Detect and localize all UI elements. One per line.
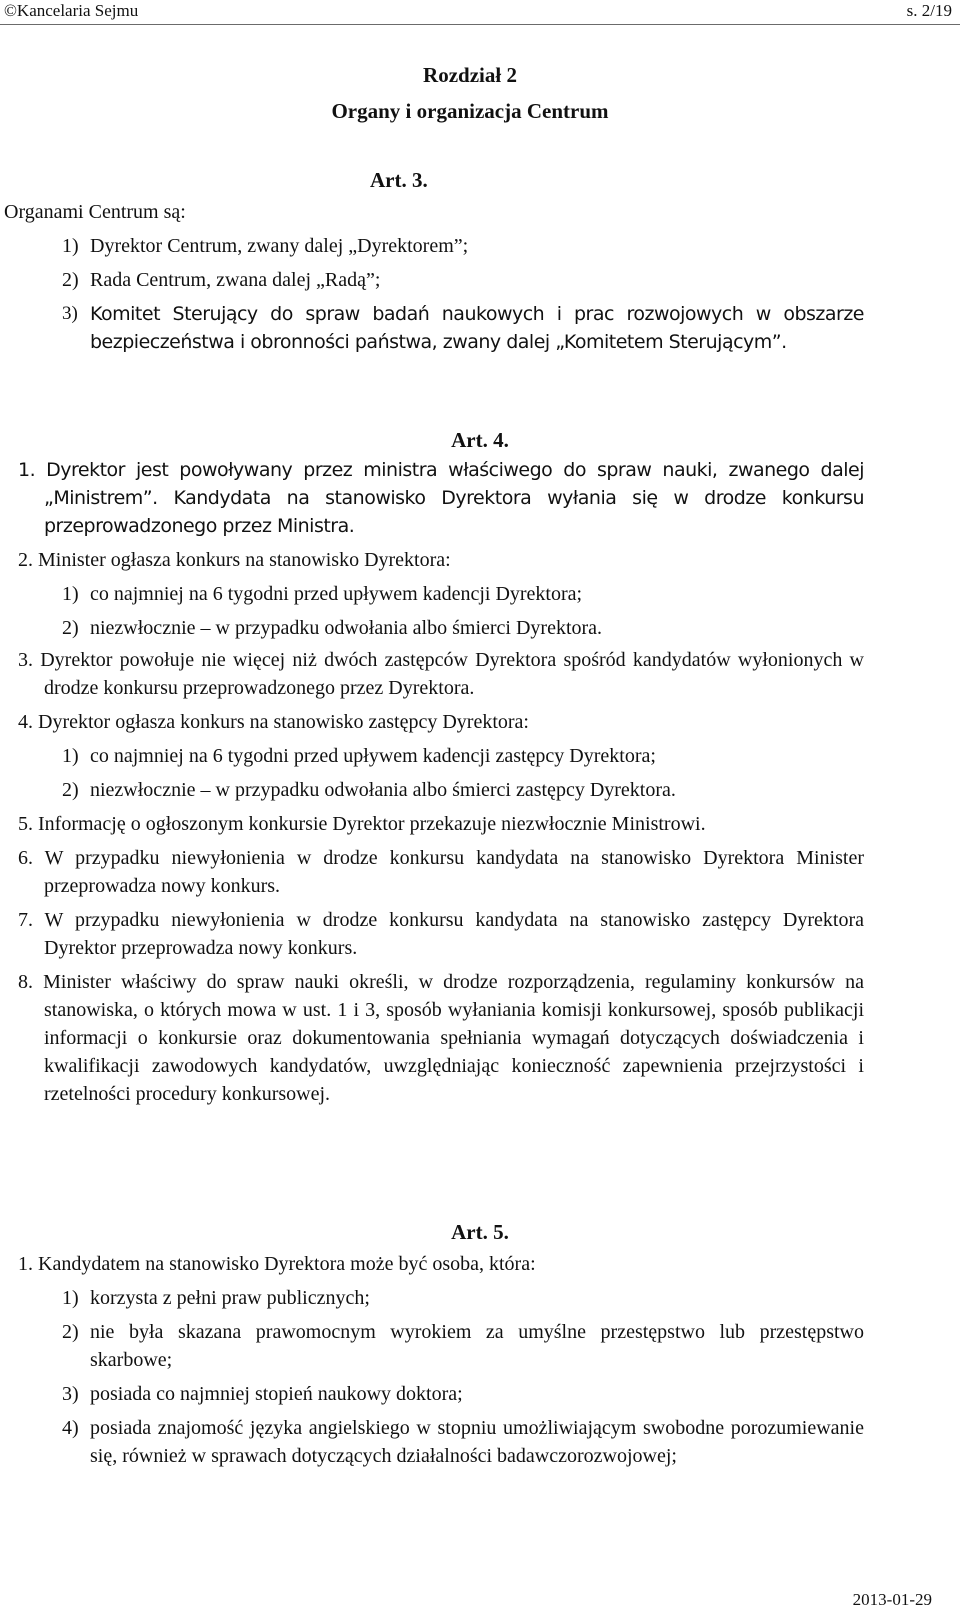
list-item-text: posiada co najmniej stopień naukowy doktora; — [90, 1383, 463, 1405]
list-item-number: 1) — [62, 745, 79, 767]
list-item-text: korzysta z pełni praw publicznych; — [90, 1287, 370, 1309]
article-4-paragraph-5: 5. Informację o ogłoszonym konkursie Dyrektor przekazuje niezwłocznie Ministrowi. — [18, 813, 706, 835]
article-5-title: Art. 5. — [451, 1220, 509, 1244]
article-5 — [0, 1218, 960, 1474]
page-header — [0, 0, 960, 26]
list-item-text: niezwłocznie – w przypadku odwołania albo śmierci zastępcy Dyrektora. — [90, 779, 676, 801]
list-item-number: 2) — [62, 1321, 79, 1343]
list-item-number: 2) — [62, 617, 79, 639]
list-item-number: 2) — [62, 269, 79, 291]
chapter-number: Rozdział 2 — [423, 63, 517, 87]
list-item-text: Komitet Sterujący do spraw badań naukowych i prac rozwojowych w obszarze bezpieczeństwa i obronności państwa, zwany dalej „Komitetem Sterującym”. — [90, 303, 864, 353]
list-item — [0, 1414, 960, 1470]
article-4-paragraph-8: 8. Minister właściwy do spraw nauki określi, w drodze rozporządzenia, regulaminy konkursów na stanowiska, o których mowa w ust. 1 i 3, sposób wyłaniania komisji konkursowej, sposób publikacji informacji o konkursie oraz dokumentowania spełniania wymagań dotyczących doświadczenia i kwalifikacji zawodowych kandydatów, uwzględniając konieczność zapewnienia przejrzystości i rzetelności procedury konkursowej. — [18, 971, 864, 1105]
list-item-text: co najmniej na 6 tygodni przed upływem kadencji zastępcy Dyrektora; — [90, 745, 656, 767]
list-item-number: 3) — [62, 1383, 79, 1405]
list-item — [0, 266, 960, 294]
article-5-paragraph-1: 1. Kandydatem na stanowisko Dyrektora może być osoba, która: — [18, 1253, 536, 1275]
list-item — [0, 742, 960, 770]
article-4 — [0, 426, 960, 1108]
list-item — [0, 614, 960, 642]
list-item-text: posiada znajomość języka angielskiego w stopniu umożliwiającym swobodne porozumiewanie się, również w sprawach dotyczących działalności badawczorozwojowej; — [90, 1417, 864, 1467]
list-item-number: 3) — [62, 303, 78, 324]
list-item — [0, 1284, 960, 1312]
list-item-number: 1) — [62, 1287, 79, 1309]
chapter-heading — [0, 60, 960, 126]
list-item-number: 2) — [62, 779, 79, 801]
article-4-paragraph-6: 6. W przypadku niewyłonienia w drodze konkursu kandydata na stanowisko Dyrektora Minister przeprowadza nowy konkurs. — [18, 847, 864, 897]
list-item-text: niezwłocznie – w przypadku odwołania albo śmierci Dyrektora. — [90, 617, 603, 639]
list-item-text: nie była skazana prawomocnym wyrokiem za umyślne przestępstwo lub przestępstwo skarbowe; — [90, 1321, 864, 1371]
list-item-text: Rada Centrum, zwana dalej „Radą”; — [90, 269, 381, 291]
article-3-title: Art. 3. — [370, 168, 428, 192]
article-4-paragraph-7: 7. W przypadku niewyłonienia w drodze konkursu kandydata na stanowisko zastępcy Dyrektora Dyrektor przeprowadza nowy konkurs. — [18, 909, 864, 959]
list-item-text: Dyrektor Centrum, zwany dalej „Dyrektorem”; — [90, 235, 469, 257]
article-4-paragraph-3: 3. Dyrektor powołuje nie więcej niż dwóch zastępców Dyrektora spośród kandydatów wyłonionych w drodze konkursu przeprowadzonego przez Dyrektora. — [18, 649, 864, 699]
header-copyright: ©Kancelaria Sejmu — [4, 1, 139, 20]
list-item — [0, 1318, 960, 1374]
list-item-number: 1) — [62, 235, 79, 257]
list-item-number: 4) — [62, 1417, 79, 1439]
list-item — [0, 300, 960, 356]
chapter-title: Organy i organizacja Centrum — [331, 99, 609, 123]
article-3-intro: Organami Centrum są: — [4, 201, 186, 223]
list-item-number: 1) — [62, 583, 79, 605]
list-item — [0, 1380, 960, 1408]
article-3 — [0, 166, 960, 360]
header-rule — [0, 24, 960, 25]
list-item — [0, 776, 960, 804]
header-page-number: s. 2/19 — [906, 1, 952, 20]
article-4-paragraph-1: 1. Dyrektor jest powoływany przez ministra właściwego do spraw nauki, zwanego dalej „Ministrem”. Kandydata na stanowisko Dyrektora wyłania się w drodze konkursu przeprowadzonego przez Ministra. — [18, 459, 864, 537]
list-item — [0, 232, 960, 260]
footer-date: 2013-01-29 — [852, 1590, 932, 1609]
article-4-paragraph-2: 2. Minister ogłasza konkurs na stanowisko Dyrektora: — [18, 549, 451, 571]
list-item-text: co najmniej na 6 tygodni przed upływem kadencji Dyrektora; — [90, 583, 583, 605]
article-4-paragraph-4: 4. Dyrektor ogłasza konkurs na stanowisko zastępcy Dyrektora: — [18, 711, 529, 733]
article-4-title: Art. 4. — [451, 428, 509, 452]
list-item — [0, 580, 960, 608]
